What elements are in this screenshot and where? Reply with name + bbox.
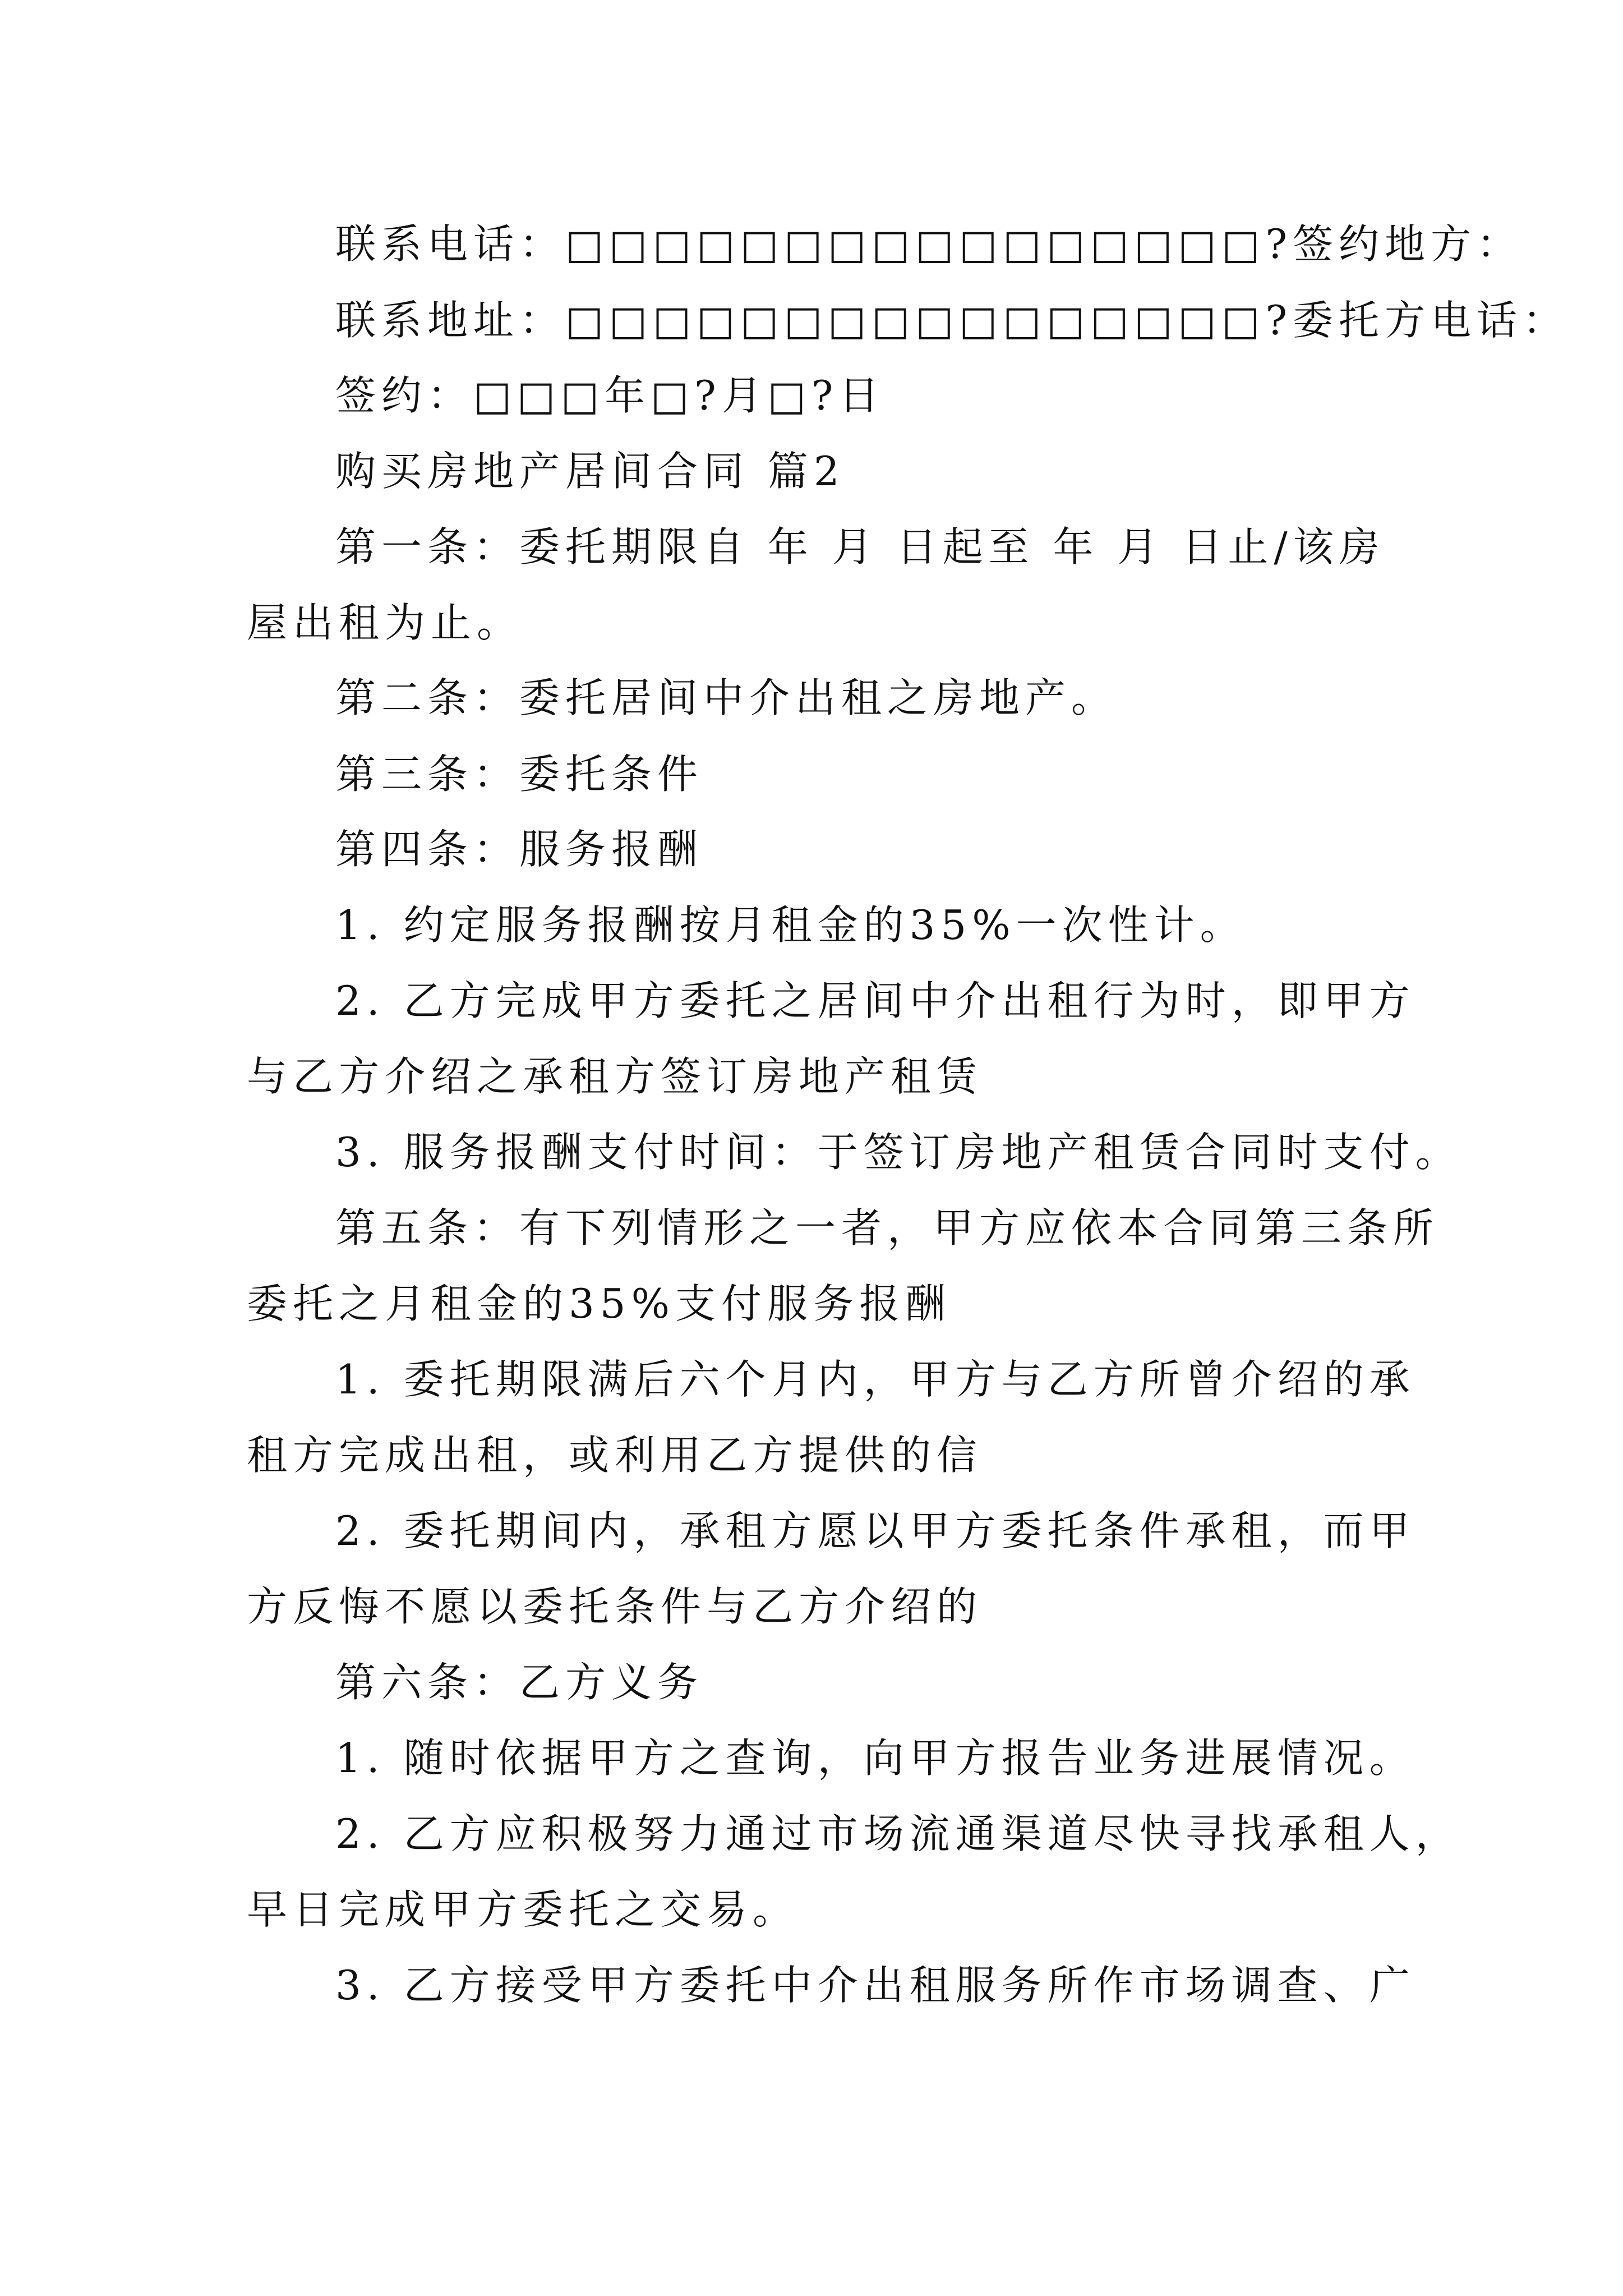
article-5-line-2: 委托之月租金的35%支付服务报酬 bbox=[247, 1280, 952, 1327]
article-4-item-1: 1. 约定服务报酬按月租金的35%一次性计。 bbox=[335, 901, 1246, 949]
signing-date-line: 签约：□□□年□?月□?日 bbox=[335, 372, 885, 419]
article-1-line-1: 第一条：委托期限自 年 月 日起至 年 月 日止/该房 bbox=[335, 523, 1385, 570]
article-2: 第二条：委托居间中介出租之房地产。 bbox=[335, 674, 1118, 721]
contact-phone-line: 联系电话：□□□□□□□□□□□□□□□□?签约地方： bbox=[335, 220, 1523, 268]
article-5-item-2-line-2: 方反悔不愿以委托条件与乙方介绍的 bbox=[247, 1583, 983, 1630]
article-1-line-2: 屋出租为止。 bbox=[247, 599, 523, 646]
article-4-item-3: 3. 服务报酬支付时间：于签订房地产租赁合同时支付。 bbox=[335, 1129, 1461, 1176]
article-3: 第三条：委托条件 bbox=[335, 751, 704, 798]
contact-address-line: 联系地址：□□□□□□□□□□□□□□□□?委托方电话： bbox=[335, 297, 1569, 344]
article-4-item-2-line-2: 与乙方介绍之承租方签订房地产租赁 bbox=[247, 1053, 983, 1100]
article-6-item-2-line-2: 早日完成甲方委托之交易。 bbox=[247, 1886, 799, 1933]
article-6: 第六条：乙方义务 bbox=[335, 1659, 704, 1706]
article-6-item-1: 1. 随时依据甲方之查询，向甲方报告业务进展情况。 bbox=[335, 1734, 1415, 1782]
article-5-line-1: 第五条：有下列情形之一者，甲方应依本合同第三条所 bbox=[335, 1204, 1440, 1251]
article-5-item-1-line-1: 1. 委托期限满后六个月内，甲方与乙方所曾介绍的承 bbox=[335, 1356, 1415, 1403]
article-4: 第四条：服务报酬 bbox=[335, 826, 704, 873]
article-6-item-3: 3. 乙方接受甲方委托中介出租服务所作市场调查、广 bbox=[335, 1962, 1415, 2009]
article-4-item-2-line-1: 2. 乙方完成甲方委托之居间中介出租行为时，即甲方 bbox=[335, 977, 1415, 1024]
section-title: 购买房地产居间合同 篇2 bbox=[335, 448, 845, 495]
article-5-item-1-line-2: 租方完成出租，或利用乙方提供的信 bbox=[247, 1432, 983, 1479]
article-5-item-2-line-1: 2. 委托期间内，承租方愿以甲方委托条件承租，而甲 bbox=[335, 1507, 1415, 1554]
article-6-item-2-line-1: 2. 乙方应积极努力通过市场流通渠道尽快寻找承租人， bbox=[335, 1810, 1461, 1857]
